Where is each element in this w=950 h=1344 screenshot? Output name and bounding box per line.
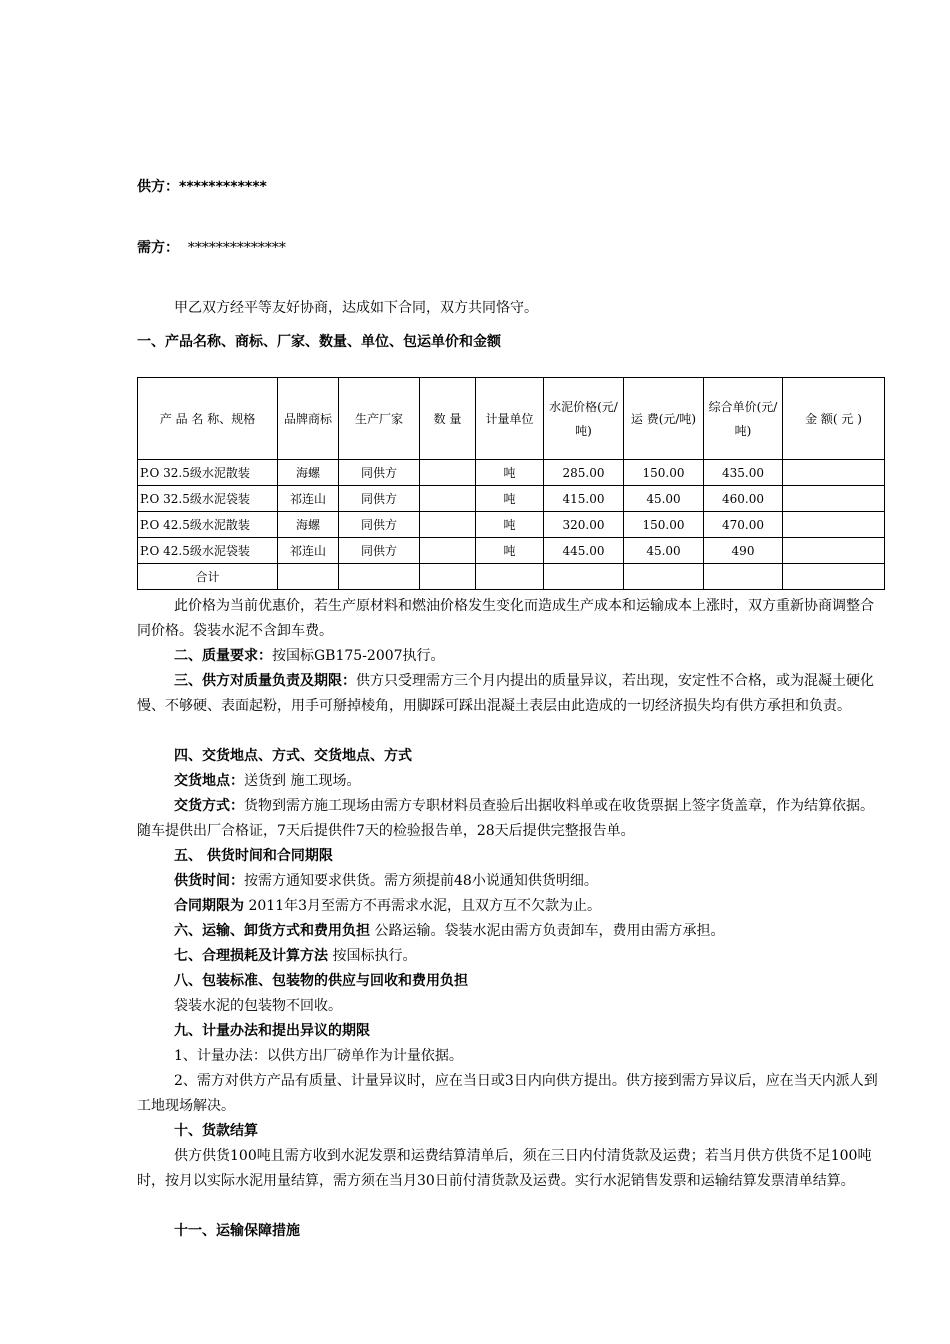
- table-cell: [420, 512, 476, 538]
- section7-text: 按国标执行。: [328, 948, 417, 964]
- table-row: [138, 538, 885, 564]
- table-cell: 45.00: [624, 538, 704, 564]
- buyer-line: [137, 237, 286, 257]
- table-cell: 435.00: [704, 460, 783, 486]
- section10-text: 供方供货100吨且需方收到水泥发票和运费结算清单后，须在三日内付清货款及运费；若当月供方供货不足100吨时，按月以实际水泥用量结算，需方须在当月30日前付清货款及运费。实行水泥销售发票和运输结算发票清单结算。: [137, 1148, 872, 1189]
- table-cell: 海螺: [278, 460, 339, 486]
- table-row: [138, 460, 885, 486]
- supply-time: [137, 869, 887, 894]
- table-cell: 150.00: [624, 460, 704, 486]
- section2-title: 二、质量要求：: [174, 648, 272, 664]
- table-cell: 445.00: [544, 538, 624, 564]
- total-label: 合计: [138, 564, 278, 590]
- contract-term: [137, 894, 887, 919]
- section4-title: 四、交货地点、方式、交货地点、方式: [174, 748, 412, 764]
- supplier-value: ************: [179, 179, 267, 195]
- delivery-place-label: 交货地点：: [174, 773, 244, 789]
- delivery-mode-text: 货物到需方施工现场由需方专职材料员查验后出据收料单或在收货票据上签字货盖章，作为结算依据。随车提供出厂合格证，7天后提供件7天的检验报告单，28天后提供完整报告单。: [137, 798, 874, 839]
- section9-title: 九、计量办法和提出异议的期限: [174, 1023, 370, 1039]
- table-cell: 海螺: [278, 512, 339, 538]
- table-cell: 同供方: [339, 486, 420, 512]
- section3-title: 三、供方对质量负责及期限：: [174, 673, 356, 689]
- table-cell: P.O 42.5级水泥散装: [138, 512, 278, 538]
- table-cell: [783, 512, 885, 538]
- contract-term-label: 合同期限为: [174, 898, 244, 914]
- section2: [137, 644, 887, 669]
- table-cell: [420, 538, 476, 564]
- section7-title: 七、合理损耗及计算方法: [174, 948, 328, 964]
- table-cell: [420, 486, 476, 512]
- table-cell: P.O 42.5级水泥袋装: [138, 538, 278, 564]
- section3-text: 供方只受理需方三个月内提出的质量异议，若出现，安定性不合格，或为混凝土硬化慢、不够硬、表面起粉，用手可掰掉棱角，用脚踩可踩出混凝土表层由此造成的一切经济损失均有供方承担和负责。: [137, 673, 874, 714]
- table-cell: 415.00: [544, 486, 624, 512]
- table-cell: 320.00: [544, 512, 624, 538]
- table-cell: 460.00: [704, 486, 783, 512]
- table-row: [138, 486, 885, 512]
- table-cell: [783, 486, 885, 512]
- buyer-value: **************: [187, 240, 286, 256]
- table-cell: 吨: [476, 486, 544, 512]
- header-cell: 综合单价(元/吨): [704, 378, 783, 460]
- table-cell: 150.00: [624, 512, 704, 538]
- section7: [137, 944, 887, 969]
- table-cell: 470.00: [704, 512, 783, 538]
- section6-text: 公路运输。袋装水泥由需方负责卸车，费用由需方承担。: [370, 923, 725, 939]
- section2-text: 按国标GB175-2007执行。: [272, 648, 445, 664]
- table-cell: 490: [704, 538, 783, 564]
- header-cell: 品牌商标: [278, 378, 339, 460]
- header-cell: 计量单位: [476, 378, 544, 460]
- supplier-line: [137, 176, 267, 196]
- header-cell: 金 额( 元 ): [783, 378, 885, 460]
- delivery-place: [137, 769, 887, 794]
- section3: [137, 669, 887, 719]
- product-table: [137, 377, 885, 590]
- section1-title: 一、产品名称、商标、厂家、数量、单位、包运单价和金额: [137, 334, 501, 350]
- table-cell: [783, 460, 885, 486]
- section10-title: 十、货款结算: [174, 1123, 258, 1139]
- header-cell: 运 费(元/吨): [624, 378, 704, 460]
- section5-title: 五、 供货时间和合同期限: [174, 848, 333, 864]
- table-cell: [420, 460, 476, 486]
- intro-text: 甲乙双方经平等友好协商，达成如下合同，双方共同恪守。: [174, 300, 538, 316]
- supply-time-text: 按需方通知要求供货。需方须提前48小说通知供货明细。: [244, 873, 598, 889]
- buyer-label: 需方：: [137, 240, 179, 256]
- header-cell: 数 量: [420, 378, 476, 460]
- section6: [137, 919, 887, 944]
- header-cell: 产 品 名 称、规格: [138, 378, 278, 460]
- contract-term-text: 2011年3月至需方不再需求水泥，且双方互不欠款为止。: [244, 898, 601, 914]
- section8-title: 八、包装标准、包装物的供应与回收和费用负担: [174, 973, 468, 989]
- table-cell: 285.00: [544, 460, 624, 486]
- header-cell: 水泥价格(元/吨): [544, 378, 624, 460]
- table-cell: 祁连山: [278, 486, 339, 512]
- table-cell: 吨: [476, 460, 544, 486]
- delivery-mode-label: 交货方式：: [174, 798, 244, 814]
- table-cell: P.O 32.5级水泥散装: [138, 460, 278, 486]
- table-total-row: [138, 564, 885, 590]
- table-cell: P.O 32.5级水泥袋装: [138, 486, 278, 512]
- section9-item1: 1、计量办法：以供方出厂磅单作为计量依据。: [174, 1048, 463, 1064]
- table-cell: 同供方: [339, 512, 420, 538]
- table-cell: [783, 538, 885, 564]
- table-header-row: [138, 378, 885, 460]
- table-row: [138, 512, 885, 538]
- section11-title: 十一、运输保障措施: [174, 1223, 300, 1239]
- header-cell: 生产厂家: [339, 378, 420, 460]
- section8-text: 袋装水泥的包装物不回收。: [174, 998, 342, 1014]
- table-cell: 45.00: [624, 486, 704, 512]
- table-cell: 同供方: [339, 538, 420, 564]
- supplier-label: 供方：: [137, 179, 179, 195]
- section6-title: 六、运输、卸货方式和费用负担: [174, 923, 370, 939]
- table-cell: 同供方: [339, 460, 420, 486]
- table-cell: 祁连山: [278, 538, 339, 564]
- delivery-mode: [137, 794, 887, 844]
- price-note: 此价格为当前优惠价，若生产原材料和燃油价格发生变化而造成生产成本和运输成本上涨时，双方重新协商调整合同价格。袋装水泥不含卸车费。: [137, 598, 874, 639]
- table-cell: 吨: [476, 512, 544, 538]
- supply-time-label: 供货时间：: [174, 873, 244, 889]
- delivery-place-text: 送货到 施工现场。: [244, 773, 361, 789]
- section9-item2: 2、需方对供方产品有质量、计量异议时，应在当日或3日内向供方提出。供方接到需方异议后，应在当天内派人到工地现场解决。: [137, 1073, 878, 1114]
- table-cell: 吨: [476, 538, 544, 564]
